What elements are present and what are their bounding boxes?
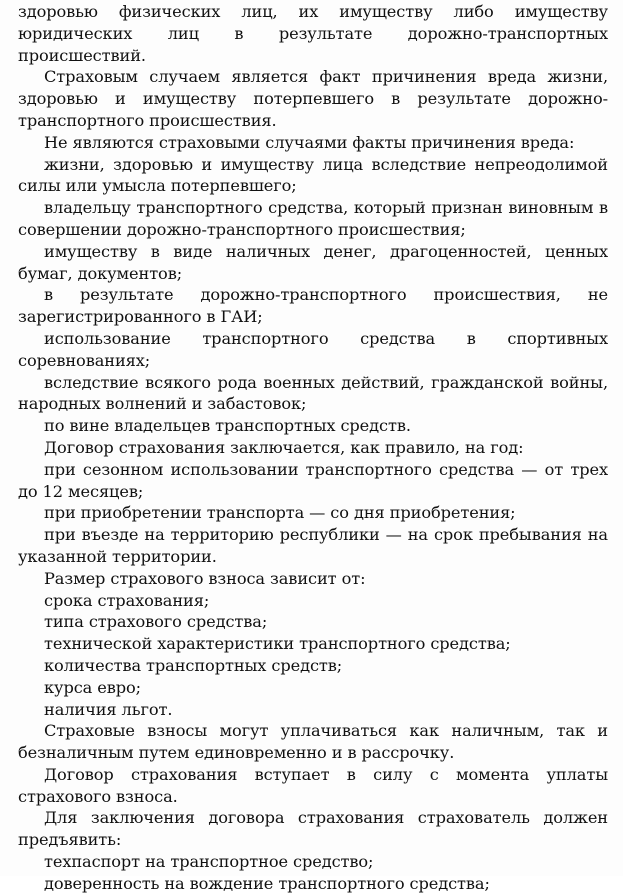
paragraph-13: при приобретении транспорта — со дня приобретения; bbox=[44, 503, 516, 523]
paragraph-25: техпаспорт на транспортное средство; bbox=[44, 852, 374, 872]
paragraph-6: имуществу в виде наличных денег, драгоценностей, ценных бумаг, документов; bbox=[18, 241, 608, 283]
paragraph-24: Для заключения договора страхования страхователь должен предъявить: bbox=[18, 808, 608, 850]
paragraph-18: технической характеристики транспортного средства; bbox=[44, 634, 511, 654]
paragraph-20: курса евро; bbox=[44, 677, 142, 697]
document-body bbox=[18, 1, 608, 895]
paragraph-16: срока страхования; bbox=[44, 590, 210, 610]
paragraph-7: в результате дорожно-транспортного происшествия, не зарегистрированного в ГАИ; bbox=[18, 285, 608, 327]
paragraph-10: по вине владельцев транспортных средств. bbox=[44, 416, 411, 436]
paragraph-3: Не являются страховыми случаями факты причинения вреда: bbox=[44, 132, 575, 152]
paragraph-9: вследствие всякого рода военных действий, гражданской войны, народных волнений и забастовок; bbox=[18, 372, 608, 414]
paragraph-19: количества транспортных средств; bbox=[44, 655, 343, 675]
paragraph-12: при сезонном использовании транспортного средства — от трех до 12 месяцев; bbox=[18, 459, 608, 501]
paragraph-8: использование транспортного средства в спортивных соревнованиях; bbox=[18, 328, 608, 370]
paragraph-15: Размер страхового взноса зависит от: bbox=[44, 568, 366, 588]
paragraph-21: наличия льгот. bbox=[44, 699, 173, 719]
paragraph-17: типа страхового средства; bbox=[44, 612, 268, 632]
paragraph-26: доверенность на вождение транспортного средства; bbox=[44, 873, 490, 893]
paragraph-1: здоровью физических лиц, их имуществу либо имуществу юридических лиц в результате дорожно-транспортных происшествий. bbox=[18, 2, 608, 65]
paragraph-11: Договор страхования заключается, как правило, на год: bbox=[44, 437, 524, 457]
paragraph-23: Договор страхования вступает в силу с момента уплаты страхового взноса. bbox=[18, 764, 608, 806]
paragraph-4: жизни, здоровью и имуществу лица вследствие непреодолимой силы или умысла потерпевшего; bbox=[18, 154, 608, 196]
paragraph-22: Страховые взносы могут уплачиваться как наличным, так и безналичным путем единовременно и в рассрочку. bbox=[18, 721, 608, 763]
paragraph-5: владельцу транспортного средства, который признан виновным в совершении дорожно-транспортного происшествия; bbox=[18, 198, 608, 239]
paragraph-2: Страховым случаем является факт причинения вреда жизни, здоровью и имуществу потерпевшего в результате дорожно-транспортного происшествия. bbox=[18, 67, 608, 130]
paragraph-14: при въезде на территорию республики — на срок пребывания на указанной территории. bbox=[18, 525, 608, 566]
